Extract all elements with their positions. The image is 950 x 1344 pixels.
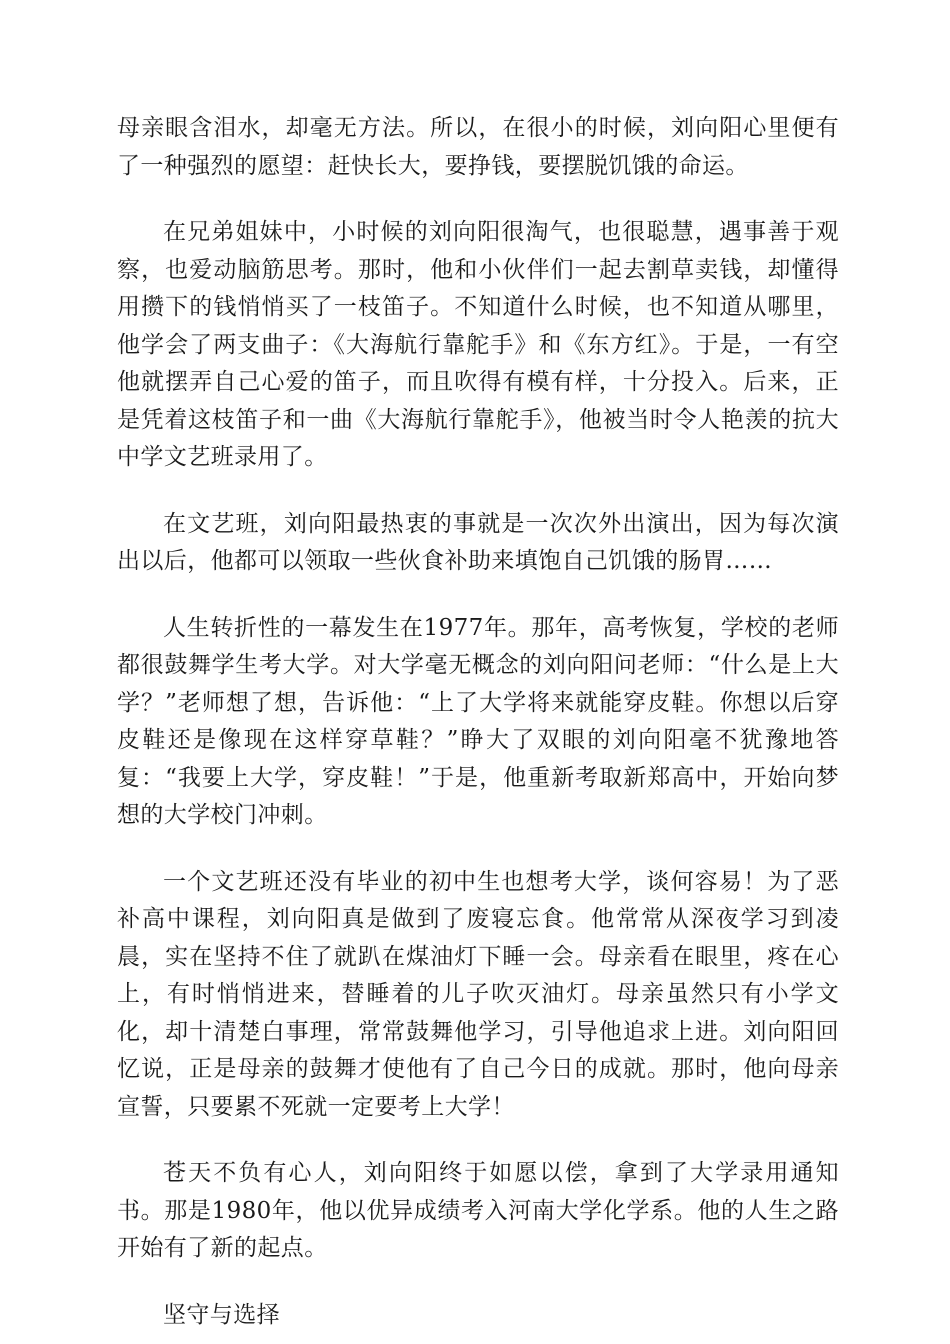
paragraph-4: 人生转折性的一幕发生在1977年。那年，高考恢复，学校的老师都很鼓舞学生考大学。对大学毫无概念的刘向阳问老师：“什么是上大学？”老师想了想，告诉他：“上了大学将来就能穿皮鞋。你想以后穿皮鞋还是像现在这样穿草鞋？”睁大了双眼的刘向阳毫不犹豫地答复：“我要上大学，穿皮鞋！”于是，他重新考取新郑高中，开始向梦想的大学校门冲刺。 — [117, 614, 839, 828]
paragraph-3: 在文艺班，刘向阳最热衷的事就是一次次外出演出，因为每次演出以后，他都可以领取一些伙食补助来填饱自己饥饿的肠胃…… — [117, 510, 839, 574]
document-body — [117, 110, 839, 1334]
section-heading: 坚守与选择 — [163, 1301, 280, 1328]
paragraph-1: 母亲眼含泪水，却毫无方法。所以，在很小的时候，刘向阳心里便有了一种强烈的愿望：赶快长大，要挣钱，要摆脱饥饿的命运。 — [117, 115, 839, 179]
paragraph-6: 苍天不负有心人，刘向阳终于如愿以偿，拿到了大学录用通知书。那是1980年，他以优异成绩考入河南大学化学系。他的人生之路开始有了新的起点。 — [117, 1160, 839, 1261]
paragraph-2: 在兄弟姐妹中，小时候的刘向阳很淘气，也很聪慧，遇事善于观察，也爱动脑筋思考。那时，他和小伙伴们一起去割草卖钱，却懂得用攒下的钱悄悄买了一枝笛子。不知道什么时候，也不知道从哪里，他学会了两支曲子：《大海航行靠舵手》和《东方红》。于是，一有空他就摆弄自己心爱的笛子，而且吹得有模有样，十分投入。后来，正是凭着这枝笛子和一曲《大海航行靠舵手》，他被当时令人艳羡的抗大中学文艺班录用了。 — [117, 219, 839, 470]
paragraph-5: 一个文艺班还没有毕业的初中生也想考大学，谈何容易！为了恶补高中课程，刘向阳真是做到了废寝忘食。他常常从深夜学习到凌晨，实在坚持不住了就趴在煤油灯下睡一会。母亲看在眼里，疼在心上，有时悄悄进来，替睡着的儿子吹灭油灯。母亲虽然只有小学文化，却十清楚白事理，常常鼓舞他学习，引导他追求上进。刘向阳回忆说，正是母亲的鼓舞才使他有了自己今日的成就。那时，他向母亲宣誓，只要累不死就一定要考上大学！ — [117, 868, 839, 1120]
